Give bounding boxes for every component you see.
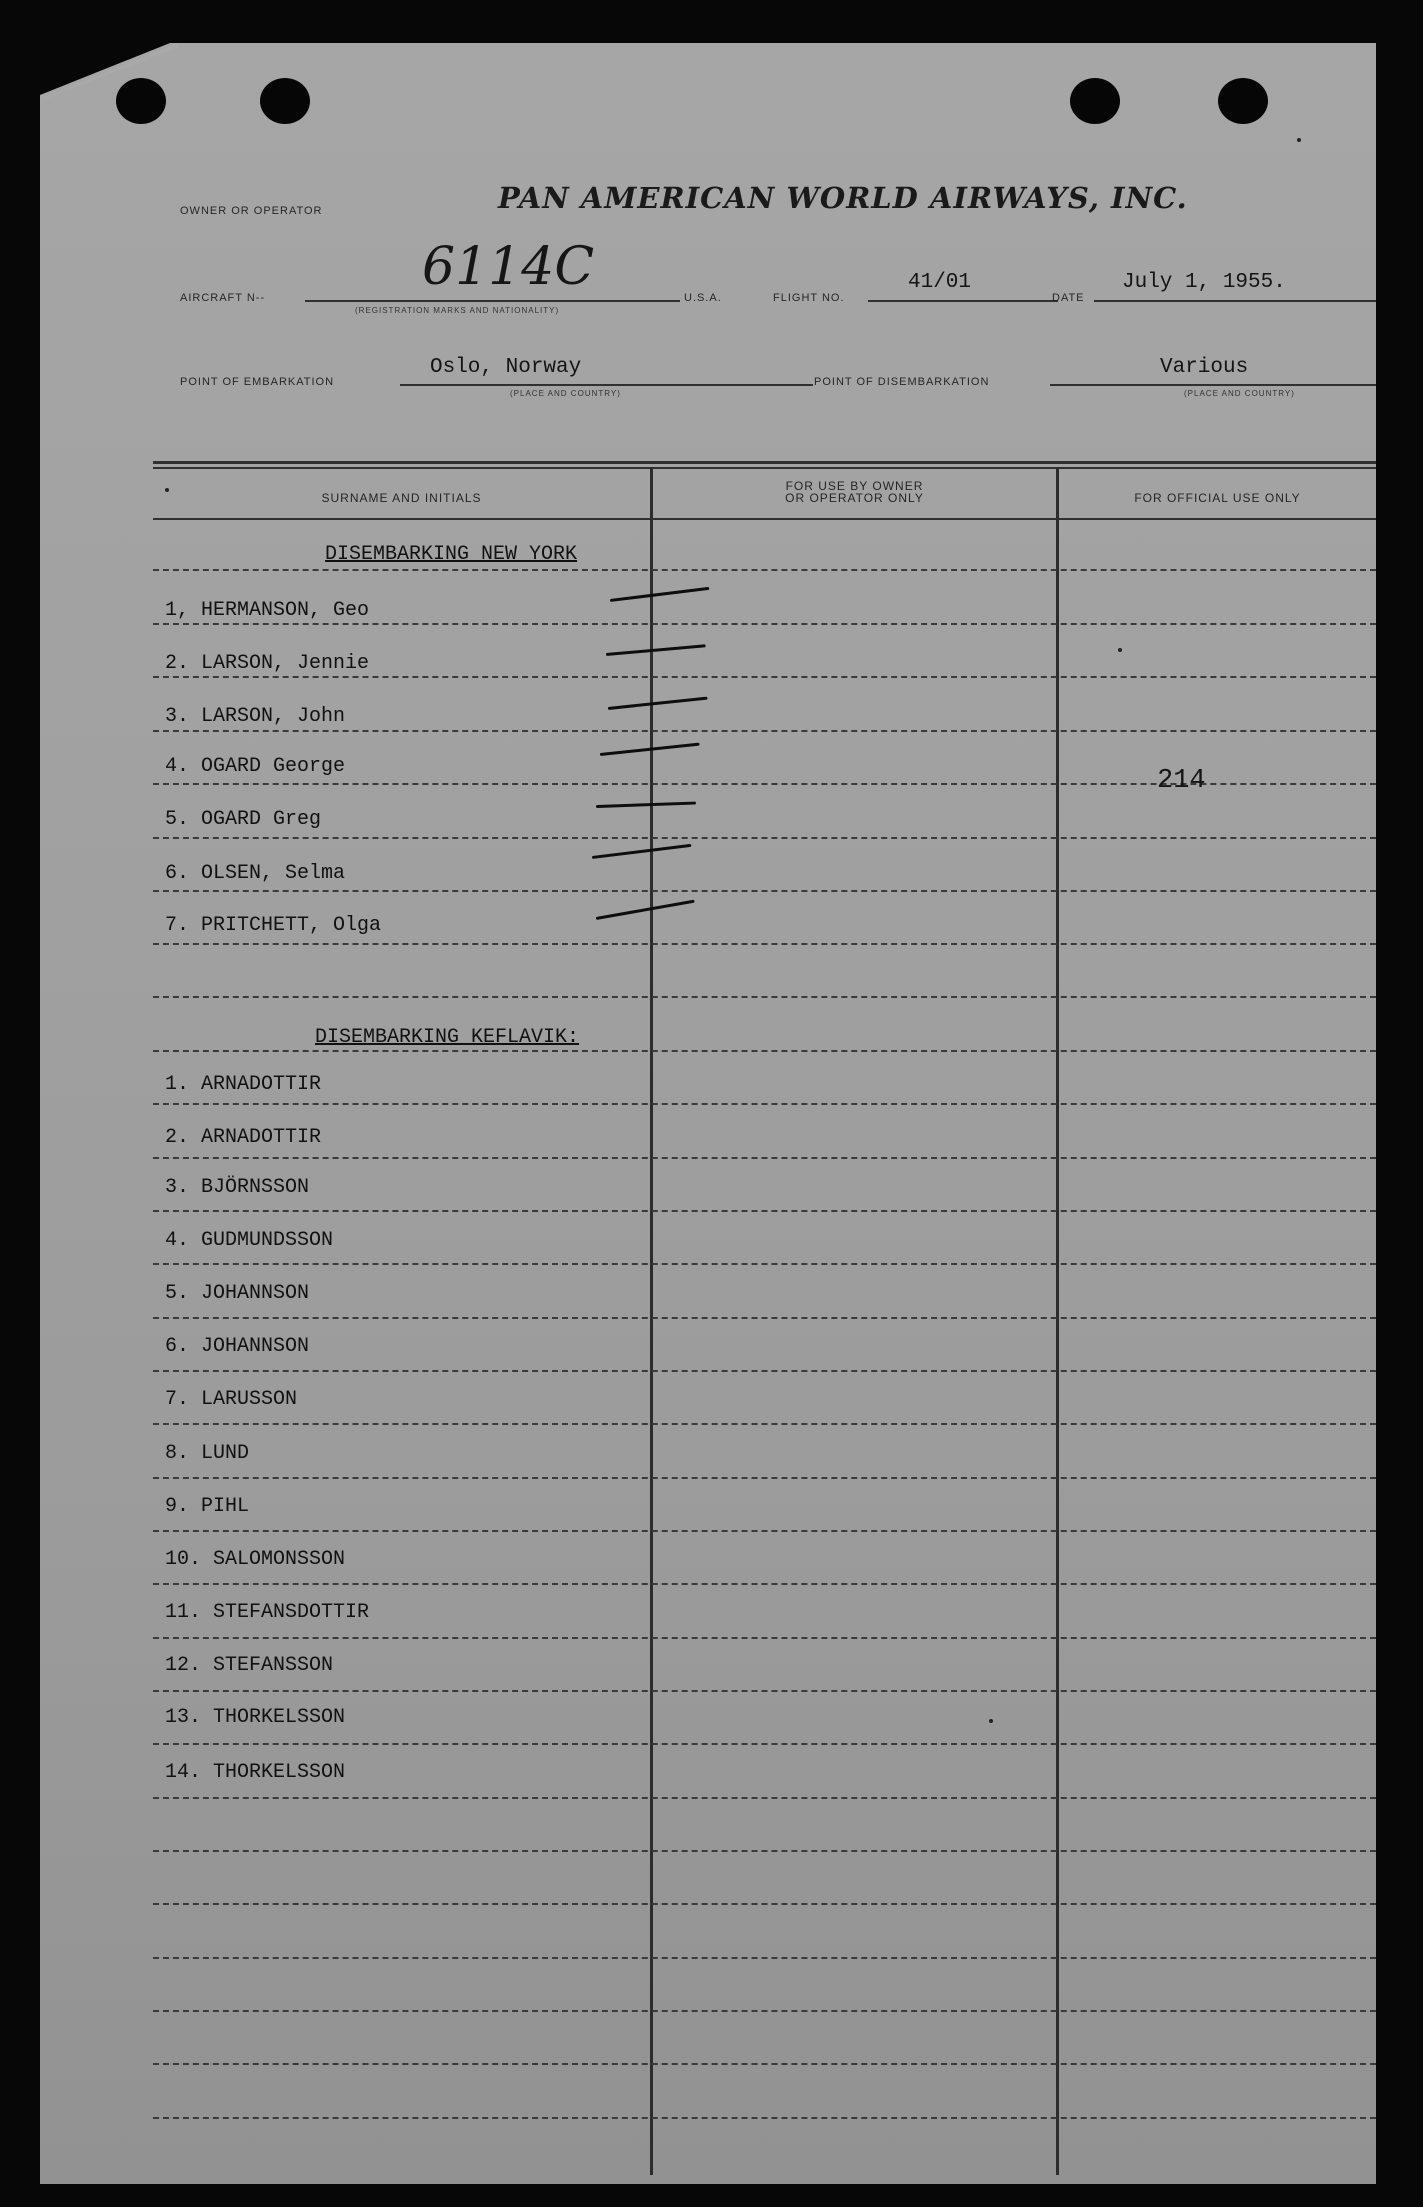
- check-mark: [596, 802, 696, 808]
- passenger-row: 10. SALOMONSSON: [165, 1548, 346, 1571]
- passenger-row: 7. LARUSSON: [165, 1388, 298, 1411]
- ruled-line: [153, 996, 1376, 998]
- passenger-row: 5. JOHANNSON: [165, 1282, 310, 1305]
- passenger-row: 4. OGARD George: [165, 755, 346, 778]
- column-header-official-use: FOR OFFICIAL USE ONLY: [1134, 491, 1301, 505]
- date-label: DATE: [1052, 292, 1085, 304]
- embarkation-value: Oslo, Norway: [430, 356, 582, 379]
- ruled-line: [153, 1050, 1376, 1052]
- disembarkation-value: Various: [1160, 356, 1249, 379]
- column-header-owner-use: FOR USE BY OWNER: [785, 479, 924, 493]
- aircraft-label: AIRCRAFT N--: [180, 292, 266, 304]
- official-number: 214: [1157, 766, 1206, 796]
- ruled-line: [153, 1477, 1376, 1479]
- section-title-keflavik: DISEMBARKING KEFLAVIK:: [315, 1026, 580, 1049]
- owner-label: OWNER OR OPERATOR: [180, 205, 323, 217]
- passenger-row: 12. STEFANSSON: [165, 1654, 334, 1677]
- ruled-line: [153, 1850, 1376, 1852]
- disembarkation-label: POINT OF DISEMBARKATION: [814, 376, 990, 388]
- section-title-new-york: DISEMBARKING NEW YORK: [325, 543, 578, 566]
- ruled-line: [153, 1370, 1376, 1372]
- ruled-line: [153, 1210, 1376, 1212]
- passenger-row: 8. LUND: [165, 1442, 250, 1465]
- passenger-row: 1, HERMANSON, Geo: [165, 599, 370, 622]
- ruled-line: [153, 1743, 1376, 1745]
- column-divider: [650, 467, 653, 2175]
- ruled-line: [153, 837, 1376, 839]
- disembarkation-note: (PLACE AND COUNTRY): [1184, 389, 1295, 398]
- ruled-line: [153, 1583, 1376, 1585]
- passenger-row: 1. ARNADOTTIR: [165, 1073, 322, 1096]
- ruled-line: [153, 2010, 1376, 2012]
- embarkation-note: (PLACE AND COUNTRY): [510, 389, 621, 398]
- company-name: PAN AMERICAN WORLD AIRWAYS, INC.: [498, 181, 1188, 215]
- ruled-line: [153, 2117, 1376, 2119]
- passenger-row: 5. OGARD Greg: [165, 808, 322, 831]
- punch-hole: [260, 78, 310, 124]
- ruled-line: [153, 2063, 1376, 2065]
- flight-number: 41/01: [908, 271, 972, 294]
- passenger-row: 4. GUDMUNDSSON: [165, 1229, 334, 1252]
- check-mark: [596, 900, 695, 920]
- passenger-row: 14. THORKELSSON: [165, 1761, 346, 1784]
- passenger-row: 2. ARNADOTTIR: [165, 1126, 322, 1149]
- ruled-line: [153, 1957, 1376, 1959]
- check-mark: [608, 697, 708, 710]
- registration-note: (REGISTRATION MARKS AND NATIONALITY): [355, 306, 560, 315]
- passenger-row: 6. OLSEN, Selma: [165, 862, 346, 885]
- passenger-row: 2. LARSON, Jennie: [165, 652, 370, 675]
- ruled-line: [153, 1263, 1376, 1265]
- punch-hole: [1070, 78, 1120, 124]
- ruled-line: [153, 1690, 1376, 1692]
- passenger-row: 3. LARSON, John: [165, 705, 346, 728]
- passenger-row: 6. JOHANNSON: [165, 1335, 310, 1358]
- check-mark: [610, 587, 710, 602]
- passenger-row: 11. STEFANSDOTTIR: [165, 1601, 370, 1624]
- ruled-line: [153, 1797, 1376, 1799]
- passenger-row: 13. THORKELSSON: [165, 1706, 346, 1729]
- aircraft-number: 6114C: [422, 237, 595, 297]
- ruled-line: [153, 1317, 1376, 1319]
- ruled-line: [153, 623, 1376, 625]
- ruled-line: [153, 1530, 1376, 1532]
- flight-label: FLIGHT NO.: [773, 292, 845, 304]
- ruled-line: [153, 676, 1376, 678]
- ruled-line: [153, 730, 1376, 732]
- passenger-row: 7. PRITCHETT, Olga: [165, 914, 382, 937]
- passenger-row: 3. BJÖRNSSON: [165, 1176, 310, 1199]
- ruled-line: [153, 1903, 1376, 1905]
- punch-hole: [1218, 78, 1268, 124]
- manifest-page: [40, 43, 1376, 2184]
- flight-date: July 1, 1955.: [1122, 271, 1286, 294]
- ruled-line: [153, 1423, 1376, 1425]
- column-divider: [1056, 467, 1059, 2175]
- ruled-line: [153, 1157, 1376, 1159]
- ruled-line: [153, 1103, 1376, 1105]
- column-header-surname: SURNAME AND INITIALS: [321, 491, 482, 505]
- ruled-line: [153, 1637, 1376, 1639]
- check-mark: [592, 844, 692, 859]
- ruled-line: [153, 569, 1376, 571]
- column-header-owner-use-2: OR OPERATOR ONLY: [785, 491, 924, 505]
- ruled-line: [153, 890, 1376, 892]
- passenger-row: 9. PIHL: [165, 1495, 250, 1518]
- check-mark: [606, 644, 706, 656]
- ruled-line: [153, 943, 1376, 945]
- punch-hole: [116, 78, 166, 124]
- usa-label: U.S.A.: [684, 292, 722, 304]
- embarkation-label: POINT OF EMBARKATION: [180, 376, 335, 388]
